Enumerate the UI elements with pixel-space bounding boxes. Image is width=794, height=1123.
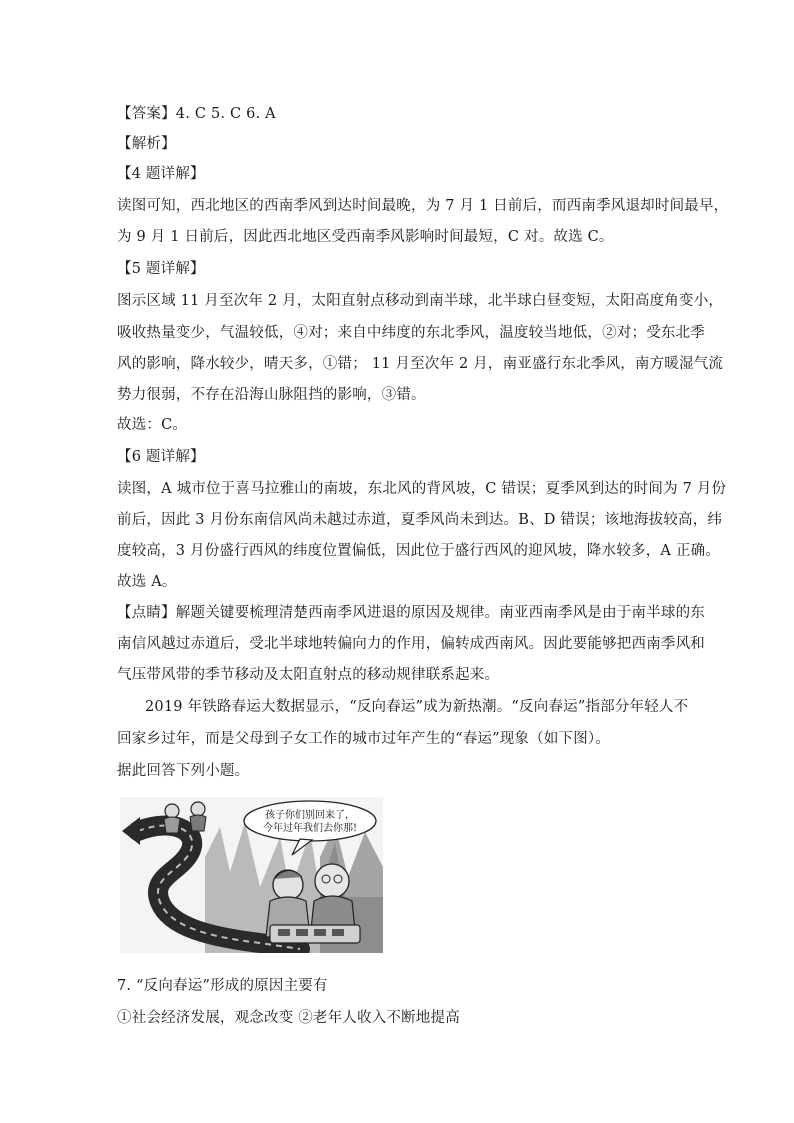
answer-line: 【答案】4. C 5. C 6. A (117, 106, 276, 122)
q5-line-3: 风的影响，降水较少，晴天多，①错； 11 月至次年 2 月，南亚盛行东北季风，南方暖湿气流 (117, 356, 724, 372)
intro-line-1: 2019 年铁路春运大数据显示，“反向春运”成为新热潮。“反向春运”指部分年轻人不 (145, 699, 689, 715)
tip-line-2: 南信风越过赤道后，受北半球地转偏向力的作用，偏转成西南风。因此要能够把西南季风和 (117, 636, 705, 652)
q6-line-2: 前后，因此 3 月份东南信风尚未越过赤道，夏季风尚未到达。B、D 错误；该地海拔较高，纬 (117, 512, 723, 528)
analysis-heading: 【解析】 (117, 136, 176, 152)
intro-line-2: 回家乡过年，而是父母到子女工作的城市过年产生的“春运”现象（如下图）。 (117, 731, 611, 747)
q5-line-2: 吸收热量变少，气温较低，④对；来自中纬度的东北季风，温度较当地低，②对；受东北季 (117, 325, 705, 341)
q4-line-2: 为 9 月 1 日前后，因此西北地区受西南季风影响时间最短，C 对。故选 C。 (117, 229, 614, 245)
intro-line-3: 据此回答下列小题。 (117, 763, 250, 779)
speech-bubble-line-2: 今年过年我们去你那! (262, 823, 358, 834)
tip-line-3: 气压带风带的季节移动及太阳直射点的移动规律联系起来。 (117, 667, 500, 683)
tip-line-1: 【点睛】解题关键要梳理清楚西南季风进退的原因及规律。南亚西南季风是由于南半球的东 (117, 605, 705, 621)
q7-options: ①社会经济发展，观念改变 ②老年人收入不断地提高 (117, 1010, 460, 1026)
q5-line-4: 势力很弱，不存在沿海山脉阻挡的影响，③错。 (117, 387, 426, 403)
q7-stem: 7. “反向春运”形成的原因主要有 (117, 978, 328, 994)
q5-line-5: 故选：C。 (117, 417, 188, 433)
q5-line-1: 图示区域 11 月至次年 2 月，太阳直射点移动到南半球，北半球白昼变短，太阳高度角变小， (117, 293, 724, 309)
q6-line-4: 故选 A。 (117, 574, 177, 590)
reverse-spring-migration-cartoon (120, 797, 383, 953)
q6-line-3: 度较高，3 月份盛行西风的纬度位置偏低，因此位于盛行西风的迎风坡，降水较多，A 正确。 (117, 543, 721, 559)
q6-heading: 【6 题详解】 (117, 449, 205, 465)
q4-heading: 【4 题详解】 (117, 166, 205, 182)
q6-line-1: 读图，A 城市位于喜马拉雅山的南坡，东北风的背风坡，C 错误；夏季风到达的时间为 7 月份 (117, 481, 727, 497)
speech-bubble-line-1: 孩子你们别回来了， (265, 810, 355, 821)
q4-line-1: 读图可知，西北地区的西南季风到达时间最晚，为 7 月 1 日前后，而西南季风退却时间最早， (117, 198, 729, 214)
q5-heading: 【5 题详解】 (117, 261, 205, 277)
